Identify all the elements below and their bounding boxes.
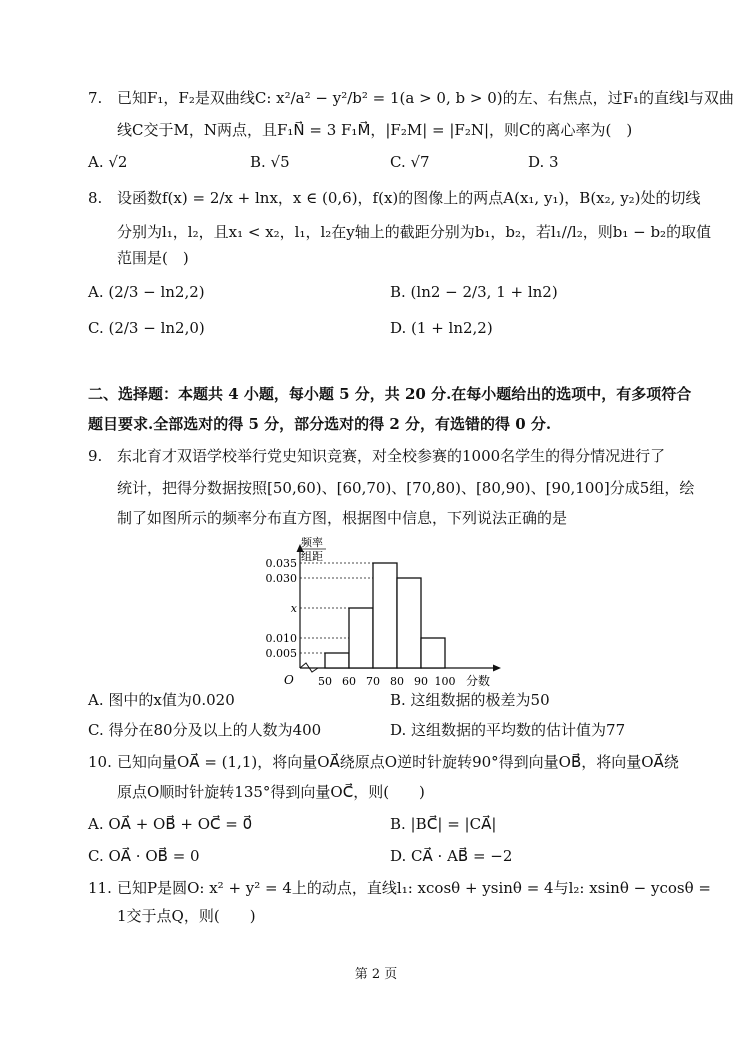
q7-line1: 已知F₁，F₂是双曲线C: x²/a² − y²/b² = 1(a > 0, b > 0)的左、右焦点，过F₁的直线l与双曲 [117,89,734,107]
q8-option-a: A. (2/3 − ln2,2) [88,283,205,301]
q11-line1: 已知P是圆O: x² + y² = 4上的动点，直线l₁: xcosθ + ysinθ = 4与l₂: xsinθ − ycosθ = [117,879,711,897]
q8-number: 8. [88,189,103,207]
y-tick-label: 0.010 [265,632,297,645]
x-axis-label: 分数 [465,674,491,688]
x-tick-label: 60 [342,675,356,688]
y-tick-label: 0.005 [265,647,297,660]
q10-option-c: C. OA⃗ · OB⃗ = 0 [88,847,200,865]
q8-line1: 设函数f(x) = 2/x + lnx，x ∈ (0,6)，f(x)的图像上的两点A(x₁, y₁)，B(x₂, y₂)处的切线 [117,189,701,207]
q10-option-d: D. CA⃗ · AB⃗ = −2 [390,847,513,865]
histogram-bars [325,563,445,668]
q9-option-c: C. 得分在80分及以上的人数为400 [88,721,322,739]
q9-line1: 东北育才双语学校举行党史知识竞赛，对全校参赛的1000名学生的得分情况进行了 [117,447,666,465]
histogram-bar [373,563,397,668]
q10-option-a: A. OA⃗ + OB⃗ + OC⃗ = 0⃗ [88,815,253,833]
q9-line3: 制了如图所示的频率分布直方图，根据图中信息，下列说法正确的是 [117,509,568,527]
q8-line3: 范围是( ) [117,249,189,267]
histogram-bar [349,608,373,668]
q7-number: 7. [88,89,103,107]
q7-option-a: A. √2 [88,153,128,171]
y-axis-label-bottom: 组距 [301,550,323,563]
y-tick-label: x [290,602,297,615]
x-tick-label: 50 [318,675,332,688]
origin-label: O [284,673,294,687]
page-number: 第 2 页 [354,967,398,982]
q11-number: 11. [88,879,112,897]
x-axis-arrow [493,665,501,672]
y-axis-label-top: 频率 [301,536,323,549]
section2-heading-line1: 二、选择题：本题共 4 小题，每小题 5 分，共 20 分.在每小题给出的选项中，有多项符合 [88,385,692,403]
histogram-bar [325,653,349,668]
q9-option-a: A. 图中的x值为0.020 [88,691,235,709]
q10-number: 10. [88,753,112,771]
frequency-histogram [265,536,510,690]
y-tick-label: 0.030 [265,572,297,585]
q9-line2: 统计，把得分数据按照[50,60)、[60,70)、[70,80)、[80,90)、[90,100]分成5组，绘 [117,479,695,497]
q7-line2: 线C交于M，N两点，且F₁N⃗ = 3 F₁M⃗，|F₂M| = |F₂N|，则C的离心率为( ) [117,121,633,139]
q11-line2: 1交于点Q，则( ) [117,907,256,925]
x-tick-label: 100 [434,675,456,688]
histogram-bar [421,638,445,668]
q10-line2: 原点O顺时针旋转135°得到向量OC⃗，则( ) [117,783,425,801]
q9-number: 9. [88,447,103,465]
q9-option-d: D. 这组数据的平均数的估计值为77 [390,721,626,739]
q8-option-c: C. (2/3 − ln2,0) [88,319,205,337]
q8-line2: 分别为l₁，l₂，且x₁ < x₂，l₁，l₂在y轴上的截距分别为b₁，b₂，若l₁//l₂，则b₁ − b₂的取值 [117,223,712,241]
q10-line1: 已知向量OA⃗ = (1,1)，将向量OA⃗绕原点O逆时针旋转90°得到向量OB⃗，将向量OA⃗绕 [117,753,679,771]
q8-option-d: D. (1 + ln2,2) [390,319,493,337]
x-tick-label: 70 [366,675,380,688]
x-tick-label: 90 [414,675,428,688]
q8-option-b: B. (ln2 − 2/3, 1 + ln2) [390,283,558,301]
q7-option-d: D. 3 [528,153,559,171]
x-tick-label: 80 [390,675,404,688]
y-tick-label: 0.035 [265,557,297,570]
q10-option-b: B. |BC⃗| = |CA⃗| [390,815,497,833]
q7-option-c: C. √7 [390,153,430,171]
histogram-bar [397,578,421,668]
q7-option-b: B. √5 [250,153,290,171]
q9-option-b: B. 这组数据的极差为50 [390,691,550,709]
section2-heading-line2: 题目要求.全部选对的得 5 分，部分选对的得 2 分，有选错的得 0 分. [88,415,552,433]
